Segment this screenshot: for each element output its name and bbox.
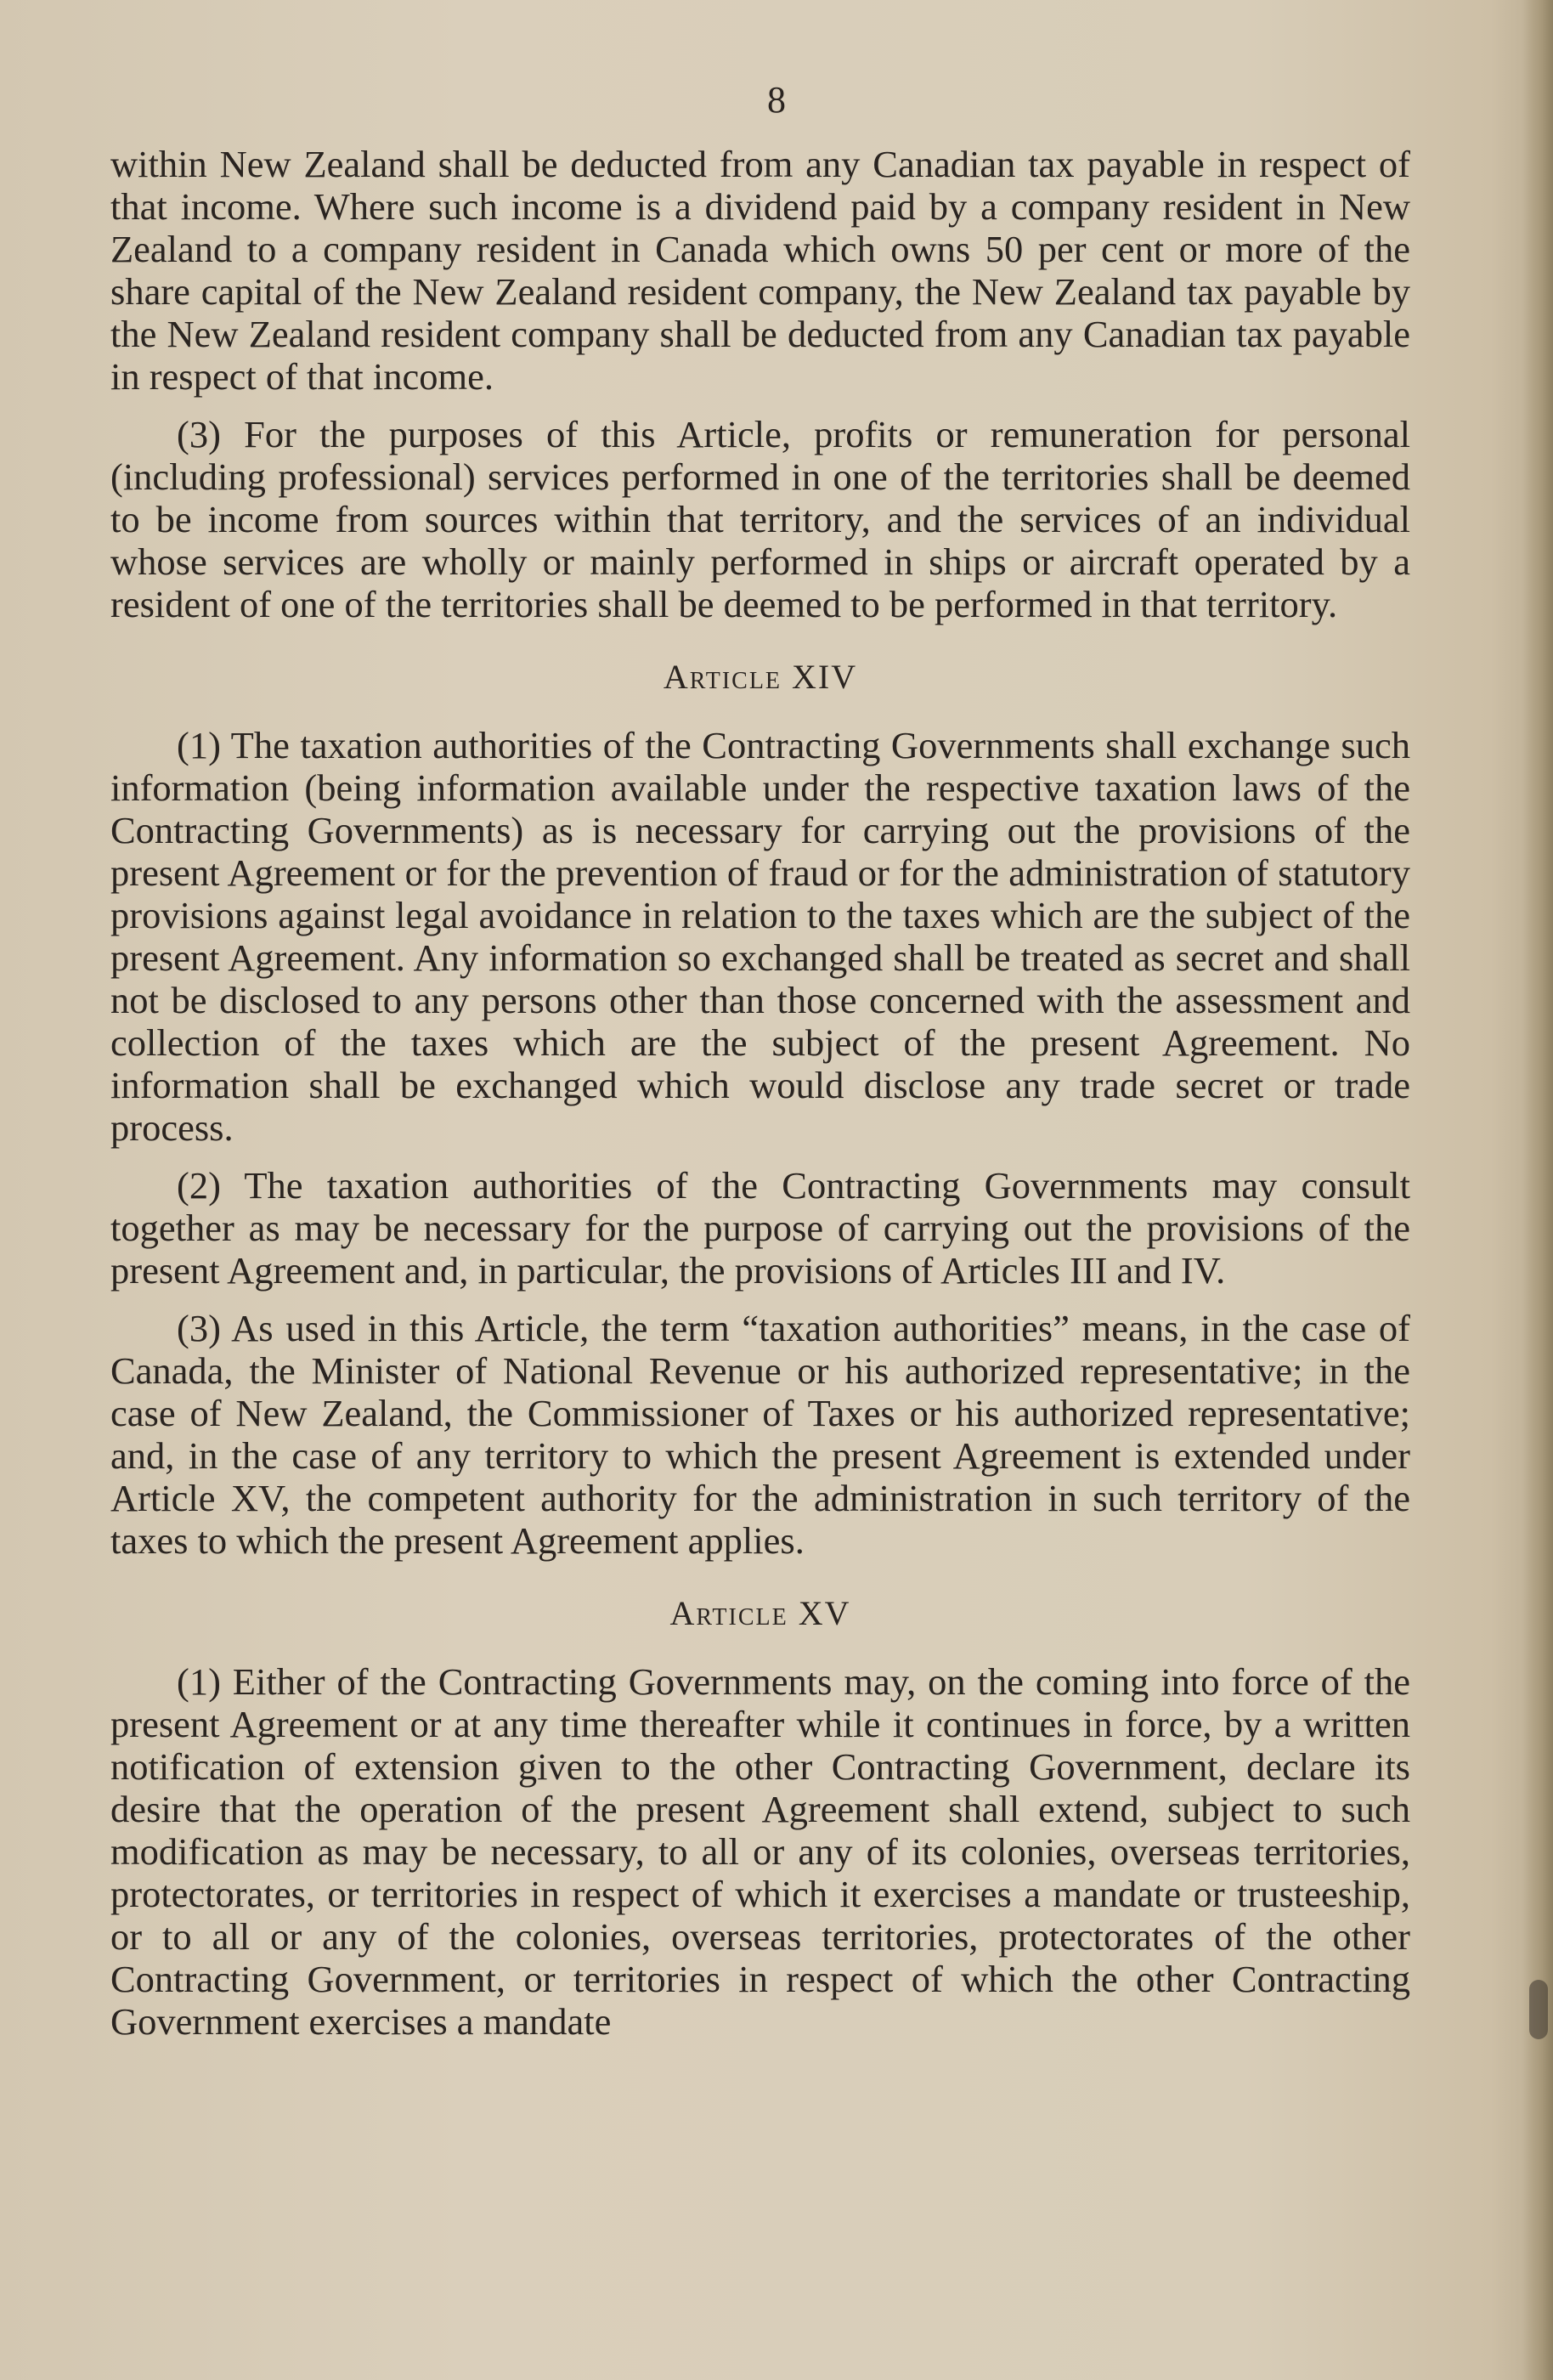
page-number: 8	[767, 79, 786, 121]
heading-article-xv: Article XV	[669, 1594, 851, 1632]
heading-article-xiv: Article XIV	[663, 658, 858, 696]
paragraph-article-xiii-3: (3) For the purposes of this Article, profits or remuneration for personal (including professional) services performed in one of the territories shall be deemed to be income from sources within that territory, and the services of an individual whose services are wholly or mainly performed in ships or aircraft operated by a resident of one of the territories shall be deemed to be performed in that territory.	[110, 413, 1410, 625]
paragraph-article-xiv-1: (1) The taxation authorities of the Contracting Governments shall exchange such information (being information available under the respective taxation laws of the Contracting Governments) as is necessary for carrying out the provisions of the present Agreement or for the prevention of fraud or for the administration of statutory provisions against legal avoidance in relation to the taxes which are the subject of the present Agreement. Any information so exchanged shall be treated as secret and shall not be disclosed to any persons other than those concerned with the assessment and collection of the taxes which are the subject of the present Agreement. No information shall be exchanged which would disclose any trade secret or trade process.	[110, 724, 1410, 1149]
paragraph-article-xv-1: (1) Either of the Contracting Governments may, on the coming into force of the present Agreement or at any time thereafter while it continues in force, by a written notification of extension given to the other Contracting Government, declare its desire that the operation of the present Agreement shall extend, subject to such modification as may be necessary, to all or any of its colonies, overseas territories, protectorates, or territories in respect of which it exercises a mandate or trusteeship, or to all or any of the colonies, overseas territories, protectorates of the other Contracting Government, or territories in respect of which the other Contracting Government exercises a mandate	[110, 1660, 1410, 2043]
document-body	[110, 143, 1410, 2058]
paragraph-article-xiv-3: (3) As used in this Article, the term “taxation authorities” means, in the case of Canada, the Minister of National Revenue or his authorized representative; in the case of New Zealand, the Commissioner of Taxes or his authorized representative; and, in the case of any territory to which the present Agreement is extended under Article XV, the competent authority for the administration in such territory of the taxes to which the present Agreement applies.	[110, 1307, 1410, 1562]
paragraph-article-xiv-2: (2) The taxation authorities of the Contracting Governments may consult together as may be necessary for the purpose of carrying out the provisions of the present Agreement and, in particular, the provisions of Articles III and IV.	[110, 1164, 1410, 1292]
paragraph-continuation: within New Zealand shall be deducted from any Canadian tax payable in respect of that income. Where such income is a dividend paid by a company resident in New Zealand to a company resident in Canada which owns 50 per cent or more of the share capital of the New Zealand resident company, the New Zealand tax payable by the New Zealand resident company shall be deducted from any Canadian tax payable in respect of that income.	[110, 143, 1410, 398]
binding-clip	[1529, 1980, 1548, 2039]
